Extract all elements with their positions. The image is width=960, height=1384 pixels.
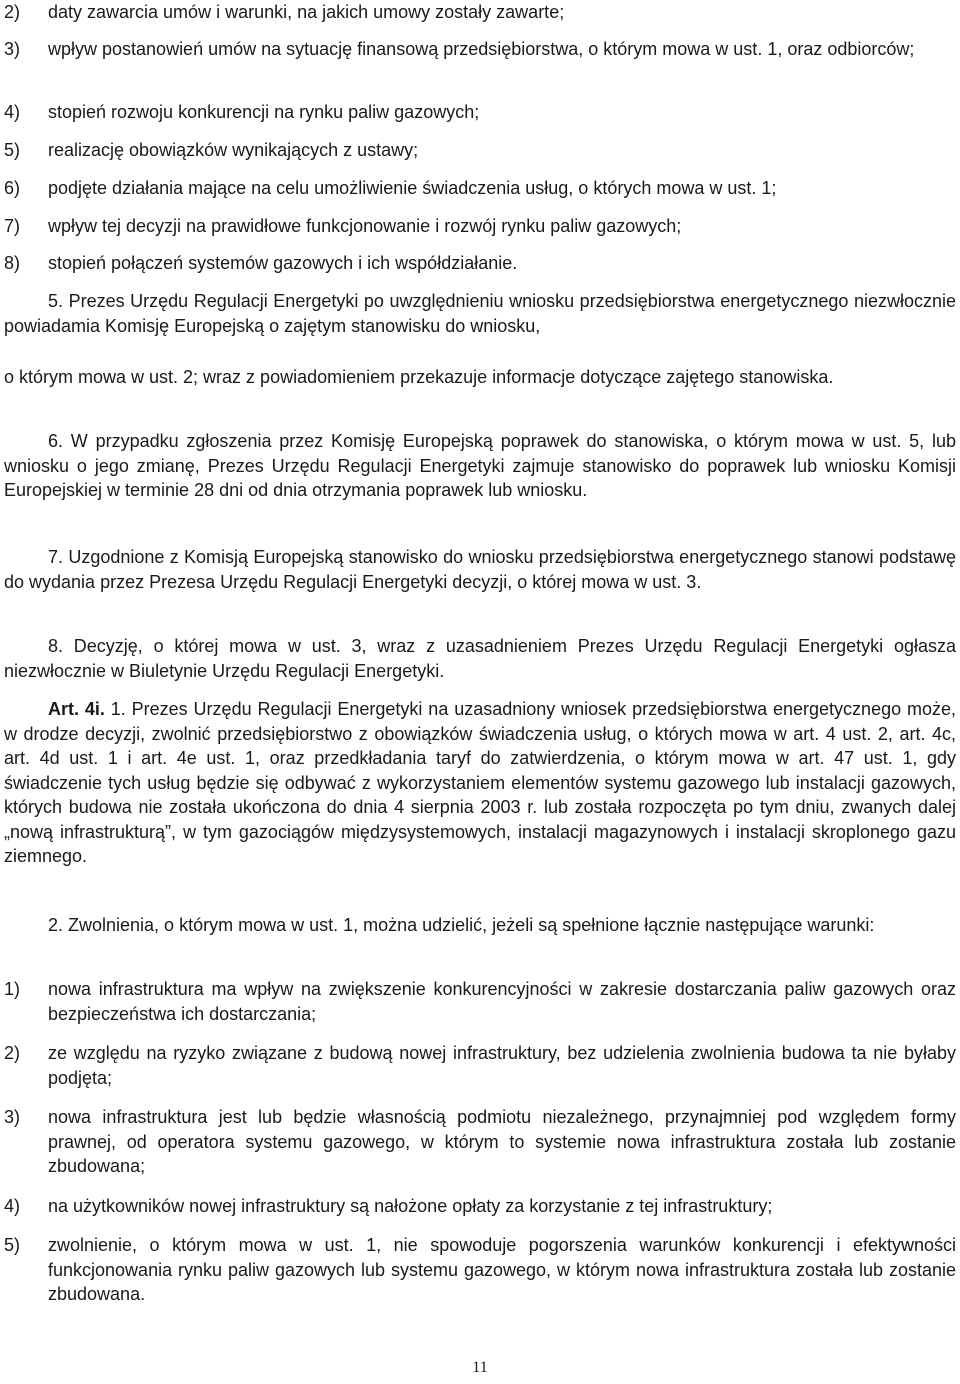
paragraph-2 [4, 913, 956, 938]
item-text: wpływ postanowień umów na sytuację finansową przedsiębiorstwa, o którym mowa w ust. 1, oraz odbiorców; [48, 39, 915, 59]
paragraph-5-part-a: 5. Prezes Urzędu Regulacji Energetyki po uwzględnieniu wniosku przedsiębiorstwa energetycznego niezwłocznie powiadamia Komisję Europejską o zajętym stanowisku do wniosku, [4, 291, 956, 336]
item-number: 5) [4, 1235, 21, 1255]
paragraph-8 [4, 634, 956, 683]
paragraph-5-part-b: o którym mowa w ust. 2; wraz z powiadomieniem przekazuje informacje dotyczące zajętego stanowiska. [4, 367, 834, 387]
item-number: 4) [4, 102, 21, 122]
paragraph-6 [4, 429, 956, 503]
list-item [4, 251, 956, 276]
article-text: 1. Prezes Urzędu Regulacji Energetyki na uzasadniony wniosek przedsiębiorstwa energetycznego może, w drodze decyzji, zwolnić przedsiębiorstwo z obowiązków świadczenia usług, o których mowa w art. 4 ust. 2, art. 4c, art. 4d ust. 1 i art. 4e ust. 1, oraz przedkładania taryf do zatwierdzenia, o którym mowa w art. 47 ust. 1, gdy świadczenie tych usług będzie się odbywać z wykorzystaniem elementów systemu gazowego lub instalacji gazowych, których budowa nie została ukończona do dnia 4 sierpnia 2003 r. lub została rozpoczęta po tym dniu, zwanych dalej „nową infrastrukturą”, w tym gazociągów międzysystemowych, instalacji magazynowych i instalacji skroplonego gazu ziemnego. [4, 699, 956, 866]
paragraph-6-text: 6. W przypadku zgłoszenia przez Komisję Europejską poprawek do stanowiska, o którym mowa w ust. 5, lub wniosku o jego zmianę, Prezes Urzędu Regulacji Energetyki zajmuje stanowisko do poprawek lub wniosku Komisji Europejskiej w terminie 28 dni od dnia otrzymania poprawek lub wniosku. [4, 431, 956, 500]
list-item [4, 0, 564, 25]
item-text: zwolnienie, o którym mowa w ust. 1, nie spowoduje pogorszenia warunków konkurencji i efektywności funkcjonowania rynku paliw gazowych lub systemu gazowego, w którym nowa infrastruktura została lub zostanie zbudowana. [48, 1235, 956, 1304]
item-text: wpływ tej decyzji na prawidłowe funkcjonowanie i rozwój rynku paliw gazowych; [48, 216, 682, 236]
item-text: daty zawarcia umów i warunki, na jakich umowy zostały zawarte; [48, 2, 565, 22]
list-item [4, 37, 956, 62]
list-item [4, 176, 956, 201]
article-4i [4, 697, 956, 869]
item-text: ze względu na ryzyko związane z budową nowej infrastruktury, bez udzielenia zwolnienia budowa ta nie byłaby podjęta; [48, 1043, 956, 1088]
item-text: stopień połączeń systemów gazowych i ich współdziałanie. [48, 253, 518, 273]
list-item [4, 138, 956, 163]
item-number: 3) [4, 39, 21, 59]
list-item [4, 1194, 956, 1219]
item-number: 1) [4, 979, 21, 999]
list-item [4, 1105, 956, 1179]
paragraph-8-text: 8. Decyzję, o której mowa w ust. 3, wraz z uzasadnieniem Prezes Urzędu Regulacji Energetyki ogłasza niezwłocznie w Biuletynie Urzędu Regulacji Energetyki. [4, 636, 956, 681]
page-number: 11 [472, 1359, 488, 1376]
item-number: 2) [4, 1043, 21, 1063]
item-text: stopień rozwoju konkurencji na rynku paliw gazowych; [48, 102, 480, 122]
paragraph-5 [4, 289, 956, 338]
item-number: 3) [4, 1107, 21, 1127]
list-item [4, 214, 956, 239]
item-text: realizację obowiązków wynikających z ustawy; [48, 140, 419, 160]
item-number: 7) [4, 216, 21, 236]
list-item [4, 100, 956, 125]
item-number: 5) [4, 140, 21, 160]
paragraph-2-text: 2. Zwolnienia, o którym mowa w ust. 1, można udzielić, jeżeli są spełnione łącznie następujące warunki: [48, 915, 875, 935]
paragraph-5-continued [4, 365, 956, 390]
item-number: 4) [4, 1196, 21, 1216]
item-number: 6) [4, 178, 21, 198]
item-text: nowa infrastruktura jest lub będzie własnością podmiotu niezależnego, przynajmniej pod względem formy prawnej, od operatora systemu gazowego, w którym to systemie nowa infrastruktura została lub zostanie zbudowana; [48, 1107, 956, 1176]
list-item [4, 1233, 956, 1307]
list-item [4, 1041, 956, 1090]
item-text: na użytkowników nowej infrastruktury są nałożone opłaty za korzystanie z tej infrastruktury; [48, 1196, 773, 1216]
paragraph-7-text: 7. Uzgodnione z Komisją Europejską stanowisko do wniosku przedsiębiorstwa energetycznego stanowi podstawę do wydania przez Prezesa Urzędu Regulacji Energetyki decyzji, o której mowa w ust. 3. [4, 547, 956, 592]
article-label: Art. 4i. [48, 699, 105, 719]
paragraph-7 [4, 545, 956, 594]
item-text: podjęte działania mające na celu umożliwienie świadczenia usług, o których mowa w ust. 1; [48, 178, 777, 198]
item-number: 2) [4, 2, 21, 22]
list-item [4, 977, 956, 1026]
item-number: 8) [4, 253, 21, 273]
item-text: nowa infrastruktura ma wpływ na zwiększenie konkurencyjności w zakresie dostarczania paliw gazowych oraz bezpieczeństwa ich dostarczania; [48, 979, 956, 1024]
